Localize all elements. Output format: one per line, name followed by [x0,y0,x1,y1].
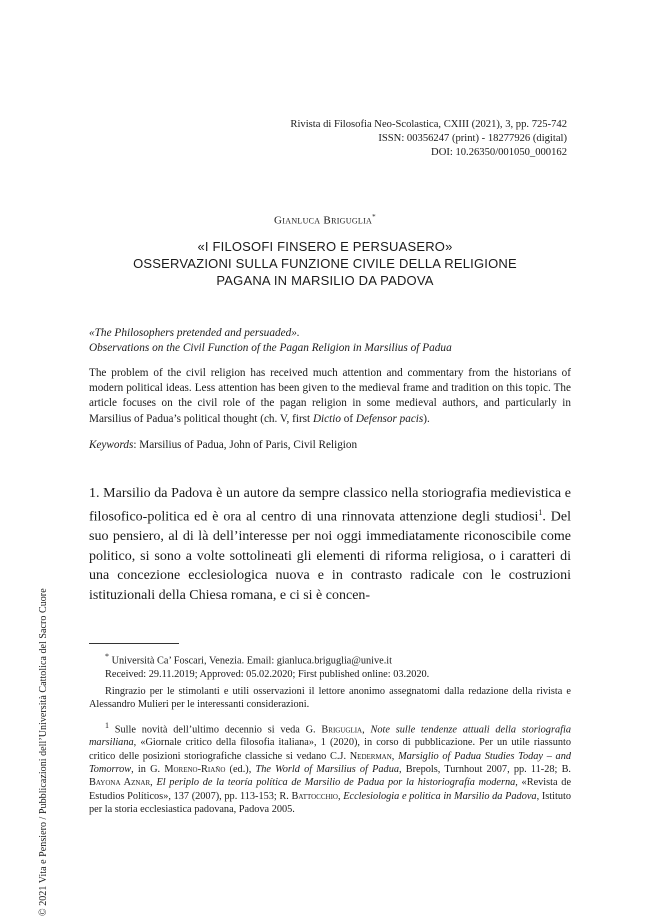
fn1-text: , «Revista de Estudios Políticos», 137 (2007), pp. 113-153; R. [89,777,572,802]
title-line-3: PAGANA IN MARSILIO DA PADOVA [216,273,434,288]
footnote-divider [89,643,179,644]
abstract-of: of [340,412,356,425]
abstract-dictio: Dictio [312,412,341,425]
footnote-affiliation [89,650,571,668]
english-title [89,326,569,356]
journal-citation: Rivista di Filosofia Neo-Scolastica, CXIII (2021), 3, pp. 725-742 [290,119,567,130]
abstract-defensor-pacis: Defensor pacis [355,412,424,425]
footnote-ref-1[interactable]: 1 [538,508,543,518]
author-name: Gianluca Briguglia [274,214,373,227]
fn1-author: Moreno-Riaño [164,763,226,775]
keywords [89,439,569,451]
footnote-1-number: 1 [105,720,109,730]
fn1-author: Briguglia [321,724,363,736]
footnote-thanks: Ringrazio per le stimolanti e utili osservazioni il lettore anonimo assegnatomi dalla redazione della rivista e Alessandro Mulieri per le interessanti considerazioni. [89,686,571,711]
english-title-line-1: «The Philosophers pretended and persuaded». [89,327,300,339]
abstract-end: ). [423,412,430,425]
article-title [0,238,650,289]
english-title-line-2: Observations on the Civil Function of the Pagan Religion in Marsilius of Padua [89,342,452,354]
body-text-1: 1. Marsilio da Padova è un autore da sempre classico nella storiografia medievistica e filosofico-politica ed è ora al centro di una rinnovata attenzione degli studiosi [89,486,571,526]
author-footnote-mark[interactable]: * [372,213,376,221]
abstract-text: The problem of the civil religion has received much attention and commentary from the historians of modern political ideas. Less attention has been given to the medieval frame and tradition on this topic. The article focuses on the civil role of the pagan religion in some medieval authors, and particularly in Marsilius of Padua’s political thought (ch. V, first [89,367,571,425]
fn1-title: Note sulle tendenze attuali della storiografia marsiliana [89,724,571,749]
footnotes [89,650,571,816]
keywords-label: Keywords [89,439,134,451]
fn1-text: (ed.), [225,763,256,775]
footnote-dates: Received: 29.11.2019; Approved: 05.02.2020; First published online: 03.2020. [105,668,430,680]
fn1-text: Sulle novità dell’ultimo decennio si veda G. [109,724,322,736]
fn1-title: El periplo de la teoría política de Marsilio de Padua por la historiografía moderna [156,777,516,789]
affiliation-mark: * [105,652,109,661]
journal-header [290,118,567,160]
title-line-1: «I FILOSOFI FINSERO E PERSUASERO» [197,239,453,254]
body-paragraph [89,484,571,605]
fn1-text: , «Giornale critico della filosofia italiana», 1 (2020), in corso di pubblicazione. Per un utile riassunto critico delle posizioni storiografiche classiche si vedano C.J. [89,737,571,762]
doi-line[interactable]: DOI: 10.26350/001050_000162 [431,147,567,158]
author-line [0,213,650,227]
fn1-text: , in G. [131,763,165,775]
copyright-notice: © 2021 Vita e Pensiero / Pubblicazioni dell’Università Cattolica del Sacro Cuore [38,588,49,916]
title-line-2: OSSERVAZIONI SULLA FUNZIONE CIVILE DELLA RELIGIONE [133,256,517,271]
fn1-title: Marsiglio of Padua Studies Today – and Tomorrow [89,750,571,775]
abstract [89,366,571,427]
fn1-title: The World of Marsilius of Padua [255,763,399,775]
fn1-text: , Brepols, Turnhout 2007, pp. 11-28; B. [399,763,572,775]
body-text-2: . Del suo pensiero, al di là dell’interesse per noi oggi immediatamente riconoscibile come politico, si sono a volte sottolineati gli elementi di riforma religiosa, o i caratteri di una concezione ecclesiologica nuova e in contrasto radicale con le costruzioni istituzionali della Chiesa romana, e ci si è concen- [89,510,571,603]
fn1-author: Bayona Aznar [89,777,151,789]
fn1-text: , Istituto per la storia ecclesiastica padovana, Padova 2005. [89,790,572,815]
affiliation-text: Università Ca’ Foscari, Venezia. Email: gianluca.briguglia@unive.it [109,655,393,667]
fn1-author: Nederman [349,750,392,762]
fn1-title: Ecclesiologia e politica in Marsilio da Padova [343,790,537,802]
keywords-list: : Marsilius of Padua, John of Paris, Civil Religion [133,439,358,451]
footnote-1: $^1$ Sulle novità dell’ultimo decennio si veda G. Briguglia, Note sulle tendenze attuali della storiografia marsiliana, «Giornale critico della filosofia italiana», 1 (2020), in corso di pubblicazione. Per un utile riassunto critico delle posizioni storiografiche classiche si vedano C.J. Nederman, Marsiglio of Padua Studies Today – and Tomorrow, in G. Moreno-Riaño (ed.), The World of Marsilius of Padua, Brepols, Turnhout 2007, pp. 11-28; B. Bayona Aznar, El periplo de la teoría política de Marsilio de Padua por la historiografía moderna, «Revista de Estudios Políticos», 137 (2007), pp. 113-153; R. Battocchio, Ecclesiologia e politica in Marsilio da Padova, Istituto per la storia ecclesiastica padovana, Padova 2005. [89,720,572,815]
issn-line: ISSN: 00356247 (print) - 18277926 (digital) [378,133,567,144]
fn1-author: Battocchio [291,790,338,802]
